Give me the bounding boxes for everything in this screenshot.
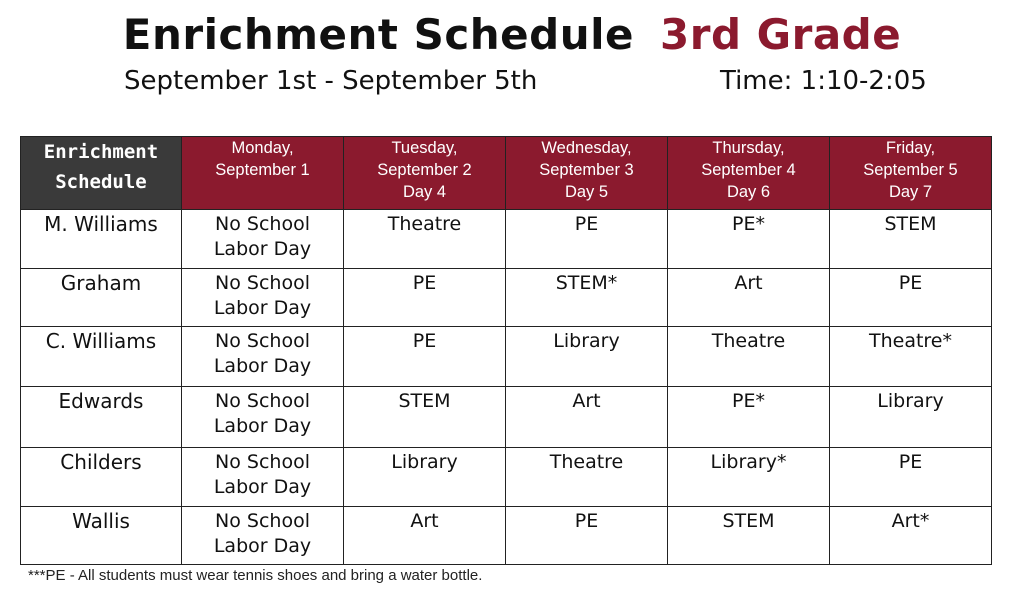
cell-line: No School xyxy=(215,510,310,532)
schedule-table xyxy=(20,136,992,565)
grade-label: 3rd Grade xyxy=(660,10,902,59)
cell-line: No School xyxy=(215,390,310,412)
day-line: Monday, xyxy=(231,139,294,157)
cell-line: PE xyxy=(412,330,437,352)
table-cell xyxy=(344,210,506,269)
cell-line: Theatre xyxy=(387,213,462,235)
table-cell xyxy=(668,210,830,269)
table-cell xyxy=(344,269,506,327)
cell-line: Labor Day xyxy=(213,238,312,260)
table-cell xyxy=(344,507,506,565)
cell-line: No School xyxy=(215,213,310,235)
teacher-name: M. Williams xyxy=(21,210,182,269)
table-cell xyxy=(182,210,344,269)
header-row xyxy=(21,137,992,210)
cell-line: PE xyxy=(574,510,599,532)
cell-line: Theatre xyxy=(711,330,786,352)
cell-line: Labor Day xyxy=(213,476,312,498)
schedule-title: Enrichment Schedule xyxy=(122,10,635,59)
corner-line: Enrichment xyxy=(43,141,159,163)
time-range: Time: 1:10-2:05 xyxy=(720,66,927,96)
table-cell xyxy=(182,448,344,507)
cell-line: PE xyxy=(898,451,923,473)
table-cell xyxy=(182,507,344,565)
table-cell xyxy=(830,387,992,448)
table-row xyxy=(21,327,992,387)
cell-line: Library xyxy=(391,451,458,473)
cell-line: Art xyxy=(410,510,439,532)
table-row xyxy=(21,387,992,448)
cell-line: No School xyxy=(215,272,310,294)
table-row xyxy=(21,448,992,507)
table-cell xyxy=(182,387,344,448)
cell-line: Art* xyxy=(891,510,930,532)
table-row xyxy=(21,269,992,327)
cell-line: STEM* xyxy=(555,272,618,294)
corner-header xyxy=(21,137,182,210)
cell-line: Labor Day xyxy=(213,415,312,437)
teacher-name: Edwards xyxy=(21,387,182,448)
day-line: Day 7 xyxy=(888,183,933,201)
table-cell xyxy=(830,210,992,269)
table-cell xyxy=(830,507,992,565)
cell-line: PE xyxy=(574,213,599,235)
day-line: Day 5 xyxy=(564,183,609,201)
cell-line: No School xyxy=(215,330,310,352)
day-line: Day 4 xyxy=(402,183,447,201)
day-line: Wednesday, xyxy=(541,139,632,157)
cell-line: Library xyxy=(877,390,944,412)
table-cell xyxy=(668,327,830,387)
table-cell xyxy=(668,507,830,565)
teacher-name: Graham xyxy=(21,269,182,327)
table-cell xyxy=(182,327,344,387)
cell-line: PE xyxy=(412,272,437,294)
teacher-name: Wallis xyxy=(21,507,182,565)
cell-line: STEM xyxy=(884,213,937,235)
cell-line: Labor Day xyxy=(213,297,312,319)
corner-line: Schedule xyxy=(55,171,147,193)
table-cell xyxy=(668,269,830,327)
day-header-wednesday xyxy=(506,137,668,210)
footnote: ***PE - All students must wear tennis shoes and bring a water bottle. xyxy=(28,567,483,584)
cell-line: PE* xyxy=(732,390,765,412)
day-header-monday xyxy=(182,137,344,210)
day-header-tuesday xyxy=(344,137,506,210)
table-cell xyxy=(830,327,992,387)
cell-line: Art xyxy=(572,390,601,412)
cell-line: Library xyxy=(553,330,620,352)
table-cell xyxy=(344,387,506,448)
teacher-name: Childers xyxy=(21,448,182,507)
cell-line: No School xyxy=(215,451,310,473)
table-cell xyxy=(830,269,992,327)
cell-line: Library* xyxy=(710,451,787,473)
table-cell xyxy=(344,327,506,387)
teacher-name: C. Williams xyxy=(21,327,182,387)
day-line: September 3 xyxy=(539,161,634,179)
date-range: September 1st - September 5th xyxy=(124,66,538,96)
table-cell xyxy=(506,210,668,269)
day-header-friday xyxy=(830,137,992,210)
cell-line: Art xyxy=(734,272,763,294)
table-cell xyxy=(182,269,344,327)
table-cell xyxy=(506,387,668,448)
table-cell xyxy=(830,448,992,507)
table-cell xyxy=(506,448,668,507)
day-line: Friday, xyxy=(885,139,936,157)
table-cell xyxy=(506,327,668,387)
cell-line: PE* xyxy=(732,213,765,235)
day-line: September 2 xyxy=(377,161,472,179)
day-line: Thursday, xyxy=(712,139,785,157)
cell-line: STEM xyxy=(398,390,451,412)
day-line: September 5 xyxy=(863,161,958,179)
table-row xyxy=(21,507,992,565)
table-cell xyxy=(506,269,668,327)
cell-line: Theatre* xyxy=(868,330,952,352)
cell-line: Labor Day xyxy=(213,355,312,377)
cell-line: STEM xyxy=(722,510,775,532)
table-cell xyxy=(506,507,668,565)
table-row xyxy=(21,210,992,269)
day-line: September 4 xyxy=(701,161,796,179)
cell-line: Labor Day xyxy=(213,535,312,557)
table-cell xyxy=(344,448,506,507)
day-line: Tuesday, xyxy=(391,139,458,157)
table-cell xyxy=(668,387,830,448)
page-title xyxy=(0,10,1024,59)
cell-line: Theatre xyxy=(549,451,624,473)
table-cell xyxy=(668,448,830,507)
day-header-thursday xyxy=(668,137,830,210)
day-line: Day 6 xyxy=(726,183,771,201)
cell-line: PE xyxy=(898,272,923,294)
day-line: September 1 xyxy=(215,161,310,179)
